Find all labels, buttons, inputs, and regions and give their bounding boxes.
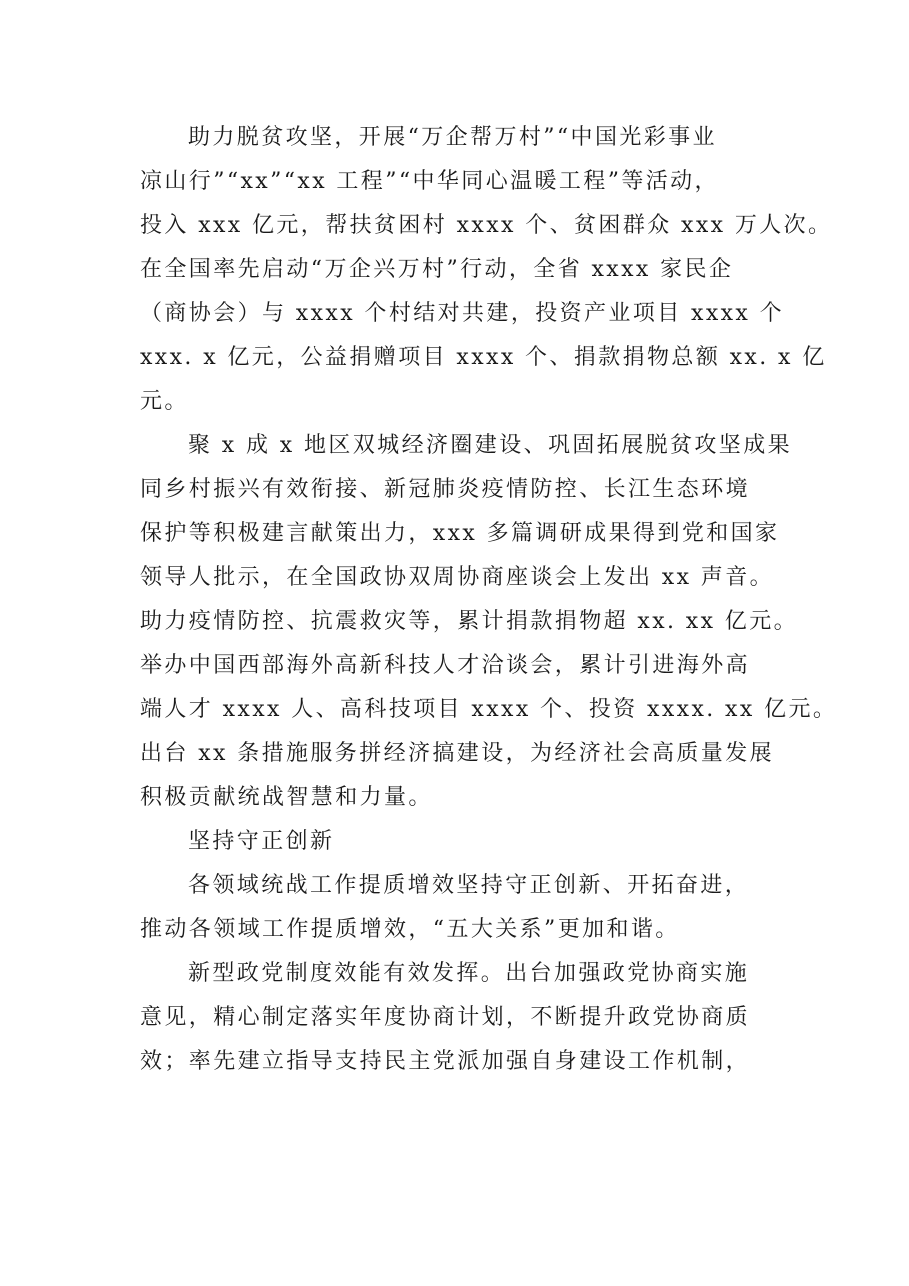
paragraph-line: xxx. x 亿元，公益捐赠项目 xxxx 个、捐款捐物总额 xx. x 亿 <box>140 345 827 370</box>
paragraph-line: 推动各领域工作提质增效，“五大关系”更加和谐。 <box>140 917 680 942</box>
paragraph-line: 同乡村振兴有效衔接、新冠肺炎疫情防控、长江生态环境 <box>140 477 751 502</box>
paragraph-line: 聚 x 成 x 地区双城经济圈建设、巩固拓展脱贫攻坚成果 <box>188 433 792 458</box>
document-body <box>140 116 838 1084</box>
paragraph-line: 意见，精心制定落实年度协商计划，不断提升政党协商质 <box>140 1005 751 1030</box>
paragraph-line: 领导人批示，在全国政协双周协商座谈会上发出 xx 声音。 <box>140 565 775 590</box>
paragraph-line: 保护等积极建言献策出力，xxx 多篇调研成果得到党和国家 <box>140 521 780 546</box>
paragraph-line: 各领域统战工作提质增效坚持守正创新、开拓奋进， <box>188 873 750 898</box>
paragraph-line: 助力脱贫攻坚，开展“万企帮万村”“中国光彩事业 <box>188 125 717 150</box>
paragraph-line: 投入 xxx 亿元，帮扶贫困村 xxxx 个、贫困群众 xxx 万人次。 <box>140 213 833 238</box>
paragraph-line: 元。 <box>140 389 189 414</box>
paragraph-line: 新型政党制度效能有效发挥。出台加强政党协商实施 <box>188 961 750 986</box>
paragraph-line: 助力疫情防控、抗震救灾等，累计捐款捐物超 xx. xx 亿元。 <box>140 609 799 634</box>
paragraph-line: 效；率先建立指导支持民主党派加强自身建设工作机制， <box>140 1049 751 1074</box>
section-heading: 坚持守正创新 <box>188 829 335 854</box>
paragraph-line: 端人才 xxxx 人、高科技项目 xxxx 个、投资 xxxx. xx 亿元。 <box>140 697 838 722</box>
paragraph-line: （商协会）与 xxxx 个村结对共建，投资产业项目 xxxx 个 <box>140 301 785 326</box>
paragraph-line: 积极贡献统战智慧和力量。 <box>140 785 433 810</box>
paragraph-line: 举办中国西部海外高新科技人才洽谈会，累计引进海外高 <box>140 653 751 678</box>
paragraph-line: 出台 xx 条措施服务拼经济搞建设，为经济社会高质量发展 <box>140 741 775 766</box>
paragraph-line: 凉山行”“xx”“xx 工程”“中华同心温暖工程”等活动， <box>140 169 719 194</box>
paragraph-line: 在全国率先启动“万企兴万村”行动，全省 xxxx 家民企 <box>140 257 734 282</box>
